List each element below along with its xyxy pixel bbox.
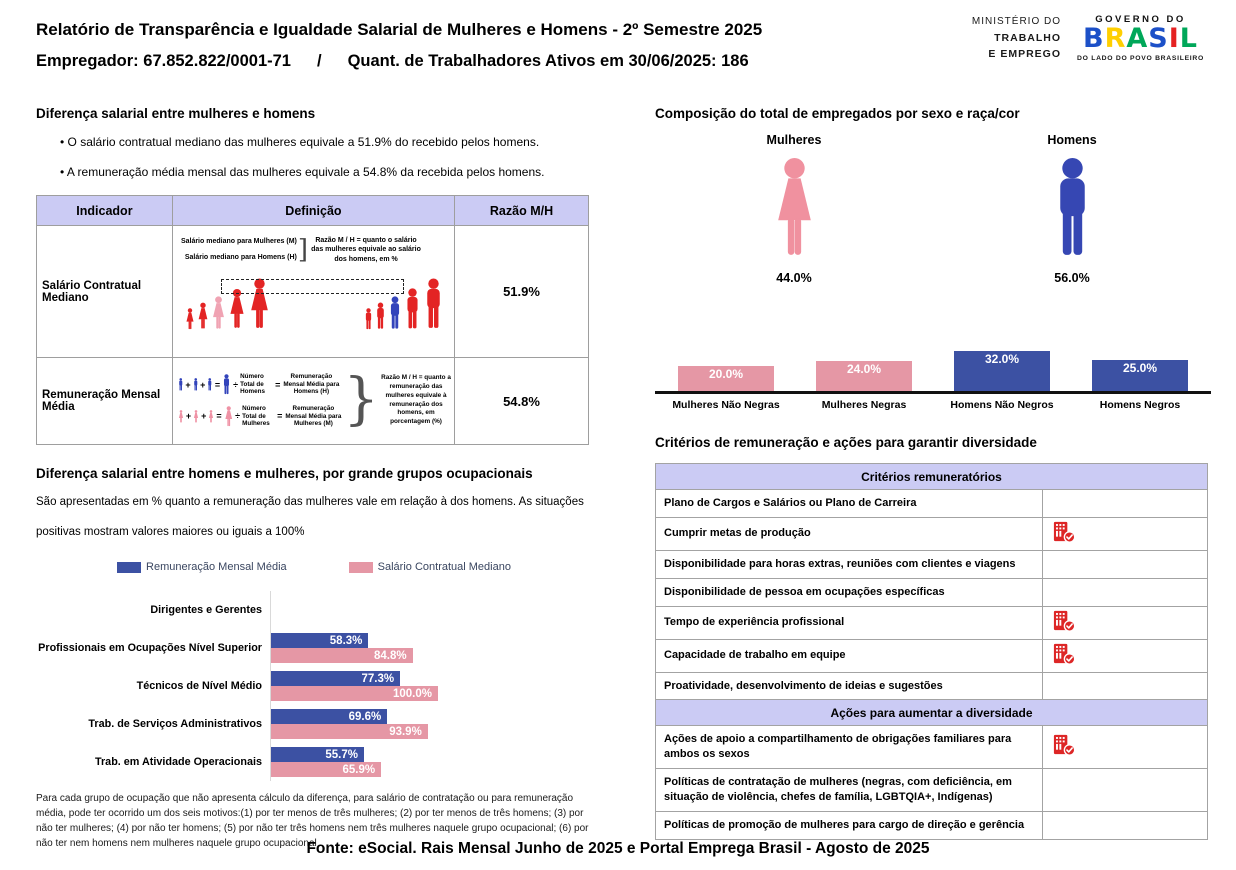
criteria-row: Ações de apoio a compartilhamento de obrigações familiares para ambos os sexos <box>656 726 1208 769</box>
right-column <box>655 106 1211 840</box>
bracket-glyph: ] <box>297 235 309 266</box>
flag-cell <box>1043 811 1208 839</box>
woman-icon <box>193 410 199 423</box>
woman-icon-highlight <box>211 296 226 330</box>
criteria-section-header: Ações para aumentar a diversidade <box>656 700 1208 726</box>
man-icon <box>404 288 421 330</box>
man-icon <box>1052 157 1093 259</box>
man-icon <box>178 378 184 391</box>
chart-row <box>36 743 592 781</box>
brace-glyph: } <box>343 367 380 433</box>
ratio-definition-note: Razão M / H = quanto o salário das mulheres equivale ao salário dos homens, em % <box>311 236 421 263</box>
category-label: Trab. de Serviços Administrativos <box>88 717 262 730</box>
category-label: Profissionais em Ocupações Nível Superior <box>38 641 262 654</box>
government-logo <box>972 14 1204 62</box>
man-icon <box>423 278 444 330</box>
woman-icon <box>185 308 195 330</box>
bars-area <box>270 743 592 781</box>
salary-gap-title: Diferença salarial entre mulheres e homens <box>36 106 316 121</box>
bullet-mean: • A remuneração média mensal das mulheres equivale a 54.8% da recebida pelos homens. <box>60 165 545 179</box>
category-label: Homens Negros <box>1099 399 1181 411</box>
page-title: Relatório de Transparência e Igualdade Salarial de Mulheres e Homens - 2º Semestre 2025 <box>36 20 763 39</box>
bar-mulheres-negras: 24.0% <box>816 361 912 391</box>
bar-salario-mediano: 100.0% <box>271 686 438 701</box>
women-percentage: 44.0% <box>776 271 812 285</box>
median-dashed-box <box>221 279 404 294</box>
legend-item-media: Remuneração Mensal Média <box>117 561 287 573</box>
bar-homens-nao-negros: 32.0% <box>954 351 1050 391</box>
man-icon <box>207 378 213 391</box>
salary-gap-bullets <box>60 135 592 179</box>
occupational-subtitle: São apresentadas em % quanto a remuneração das mulheres vale em relação à dos homens. As situações positivas mostram valores maiores ou iguais a 100% <box>36 496 584 538</box>
ministry-line-3: E EMPREGO <box>988 47 1062 60</box>
criteria-row: Disponibilidade de pessoa em ocupações específicas <box>656 578 1208 606</box>
chart-row <box>36 667 592 705</box>
ratio-value: 54.8% <box>455 358 589 445</box>
category-labels-row <box>655 394 1211 411</box>
bar-mulheres-nao-negras: 20.0% <box>678 366 774 391</box>
criteria-row: Políticas de promoção de mulheres para cargo de direção e gerência <box>656 811 1208 839</box>
flag-cell <box>1043 769 1208 812</box>
building-check-icon <box>1051 520 1076 543</box>
building-check-icon <box>1051 642 1076 665</box>
ministry-wordmark <box>972 14 1061 62</box>
women-total-label: Número Total de Mulheres <box>242 405 270 428</box>
category-label: Mulheres Não Negras <box>672 399 780 411</box>
chart-legend <box>36 561 592 573</box>
legend-swatch-pink <box>349 562 373 573</box>
legend-swatch-blue <box>117 562 141 573</box>
row-salario-contratual-mediano <box>37 226 589 358</box>
woman-icon <box>228 288 246 330</box>
man-icon-highlight <box>388 296 402 330</box>
men-label: Homens <box>1047 133 1097 147</box>
people-comparison-graphic <box>179 272 450 330</box>
definition-cell <box>172 358 454 445</box>
gender-totals <box>655 133 1211 285</box>
brasil-logo <box>1077 14 1204 62</box>
criteria-row: Plano de Cargos e Salários ou Plano de Carreira <box>656 490 1208 518</box>
flag-cell <box>1043 550 1208 578</box>
bars-area <box>270 591 592 629</box>
separator: / <box>317 52 322 70</box>
composition-bar-chart <box>655 347 1211 411</box>
men-percentage: 56.0% <box>1054 271 1090 285</box>
category-label: Técnicos de Nível Médio <box>136 679 262 692</box>
legend-item-mediano: Salário Contratual Mediano <box>349 561 511 573</box>
bar-remuneracao-media: 69.6% <box>271 709 387 724</box>
woman-icon <box>772 157 817 259</box>
row-remuneracao-mensal-media <box>37 358 589 445</box>
gender-women <box>655 133 933 285</box>
woman-icon <box>197 302 209 330</box>
bar-salario-mediano: 65.9% <box>271 762 381 777</box>
col-indicador: Indicador <box>37 196 173 226</box>
criteria-row: Capacidade de trabalho em equipe <box>656 639 1208 672</box>
category-label: Homens Não Negros <box>950 399 1054 411</box>
criteria-row: Cumprir metas de produção <box>656 517 1208 550</box>
employer-line <box>36 52 762 71</box>
bars-area <box>270 667 592 705</box>
flag-cell <box>1043 606 1208 639</box>
building-check-icon <box>1051 609 1076 632</box>
woman-icon <box>208 410 214 423</box>
bullet-median: • O salário contratual mediano das mulheres equivale a 51.9% do recebido pelos homens. <box>60 135 540 149</box>
employer-value: Empregador: 67.852.822/0001-71 <box>36 52 291 70</box>
occupational-bar-chart <box>36 591 592 781</box>
criteria-row: Tempo de experiência profissional <box>656 606 1208 639</box>
gender-men <box>933 133 1211 285</box>
category-label: Mulheres Negras <box>821 399 907 411</box>
ministry-line-1: MINISTÉRIO DO <box>971 16 1062 28</box>
flag-cell <box>1043 639 1208 672</box>
logo-tagline: DO LADO DO POVO BRASILEIRO <box>1077 55 1204 63</box>
flag-cell <box>1043 672 1208 700</box>
chart-row <box>36 705 592 743</box>
source-footer: Fonte: eSocial. Rais Mensal Junho de 2025 e Portal Emprega Brasil - Agosto de 2025 <box>306 840 930 857</box>
flag-cell <box>1043 578 1208 606</box>
criteria-row: Políticas de contratação de mulheres (negras, com deficiência, em situação de violência, chefes de família, LGBTQIA+, Indígenas) <box>656 769 1208 812</box>
active-workers-value: Quant. de Trabalhadores Ativos em 30/06/2025: 186 <box>347 52 749 70</box>
ministry-line-2: TRABALHO <box>994 31 1062 44</box>
median-men-label: Salário mediano para Homens (H) <box>184 254 297 262</box>
bar-remuneracao-media: 77.3% <box>271 671 400 686</box>
chart-row <box>36 629 592 667</box>
chart-row <box>36 591 592 629</box>
criteria-table <box>655 463 1208 840</box>
occupational-title: Diferença salarial entre homens e mulheres, por grande grupos ocupacionais <box>36 466 533 481</box>
bars-area <box>270 629 592 667</box>
flag-cell <box>1043 726 1208 769</box>
bar-homens-negros: 25.0% <box>1092 360 1188 391</box>
criteria-title: Critérios de remuneração e ações para garantir diversidade <box>655 435 1037 450</box>
woman-icon <box>178 410 184 423</box>
bars-area <box>270 705 592 743</box>
indicator-name: Remuneração Mensal Média <box>37 358 173 445</box>
left-column <box>36 106 592 851</box>
women-result-label: Remuneração Mensal Média para Mulheres (M) <box>285 405 342 428</box>
col-definicao: Definição <box>172 196 454 226</box>
ratio-definition-note: Razão M / H = quanto a remuneração das mulheres equivale à remuneração dos homens, em porcentagem (%) <box>381 373 451 426</box>
indicator-table-header-row <box>37 196 589 226</box>
women-formula-line: + + = ÷ Número Total de Mulheres = Remuneração Mensal Média para Mulheres (M) <box>178 405 343 428</box>
bar-remuneracao-media: 58.3% <box>271 633 368 648</box>
indicator-table <box>36 195 589 445</box>
bar-remuneracao-media: 55.7% <box>271 747 364 762</box>
col-razao: Razão M/H <box>455 196 589 226</box>
governo-do-label: GOVERNO DO <box>1095 14 1186 25</box>
man-icon <box>222 374 231 395</box>
man-icon <box>375 302 386 330</box>
building-check-icon <box>1051 733 1076 756</box>
bars-row <box>655 347 1211 391</box>
women-label: Mulheres <box>766 133 822 147</box>
median-women-label: Salário mediano para Mulheres (M) <box>180 238 297 245</box>
man-icon <box>193 378 199 391</box>
ratio-value: 51.9% <box>455 226 589 358</box>
indicator-name: Salário Contratual Mediano <box>37 226 173 358</box>
chart-footnote: Para cada grupo de ocupação que não apresenta cálculo da diferença, para salário de contratação ou para remuneração média, pode ter ocorrido um dos seis motivos:(1) por ter menos de três mulheres; (2) por ter menos de três homens; (3) por não ter mulheres; (4) por não ter homens; (5) por não ter três homens nem três mulheres naquele grupo ocupacional; (6) por não ter nem homens nem mulheres naquele grupo ocupacional <box>36 793 589 849</box>
definition-cell <box>172 226 454 358</box>
criteria-row: Proatividade, desenvolvimento de ideias e sugestões <box>656 672 1208 700</box>
bar-salario-mediano: 84.8% <box>271 648 413 663</box>
brasil-wordmark: BRASIL <box>1083 23 1199 54</box>
flag-cell <box>1043 490 1208 518</box>
category-label: Trab. em Atividade Operacionais <box>94 755 262 768</box>
bar-salario-mediano: 93.9% <box>271 724 428 739</box>
category-label: Dirigentes e Gerentes <box>150 603 262 616</box>
flag-cell <box>1043 517 1208 550</box>
man-icon <box>364 308 373 330</box>
report-header <box>36 20 762 71</box>
men-total-label: Número Total de Homens <box>240 373 265 396</box>
composition-title: Composição do total de empregados por sexo e raça/cor <box>655 106 1020 121</box>
woman-icon <box>224 406 234 427</box>
men-formula-line: + + = ÷ Número Total de Homens = Remuneração Mensal Média para Homens (H) <box>178 373 343 396</box>
criteria-section-header: Critérios remuneratórios <box>656 464 1208 490</box>
men-result-label: Remuneração Mensal Média para Homens (H) <box>283 373 340 396</box>
criteria-row: Disponibilidade para horas extras, reuniões com clientes e viagens <box>656 550 1208 578</box>
